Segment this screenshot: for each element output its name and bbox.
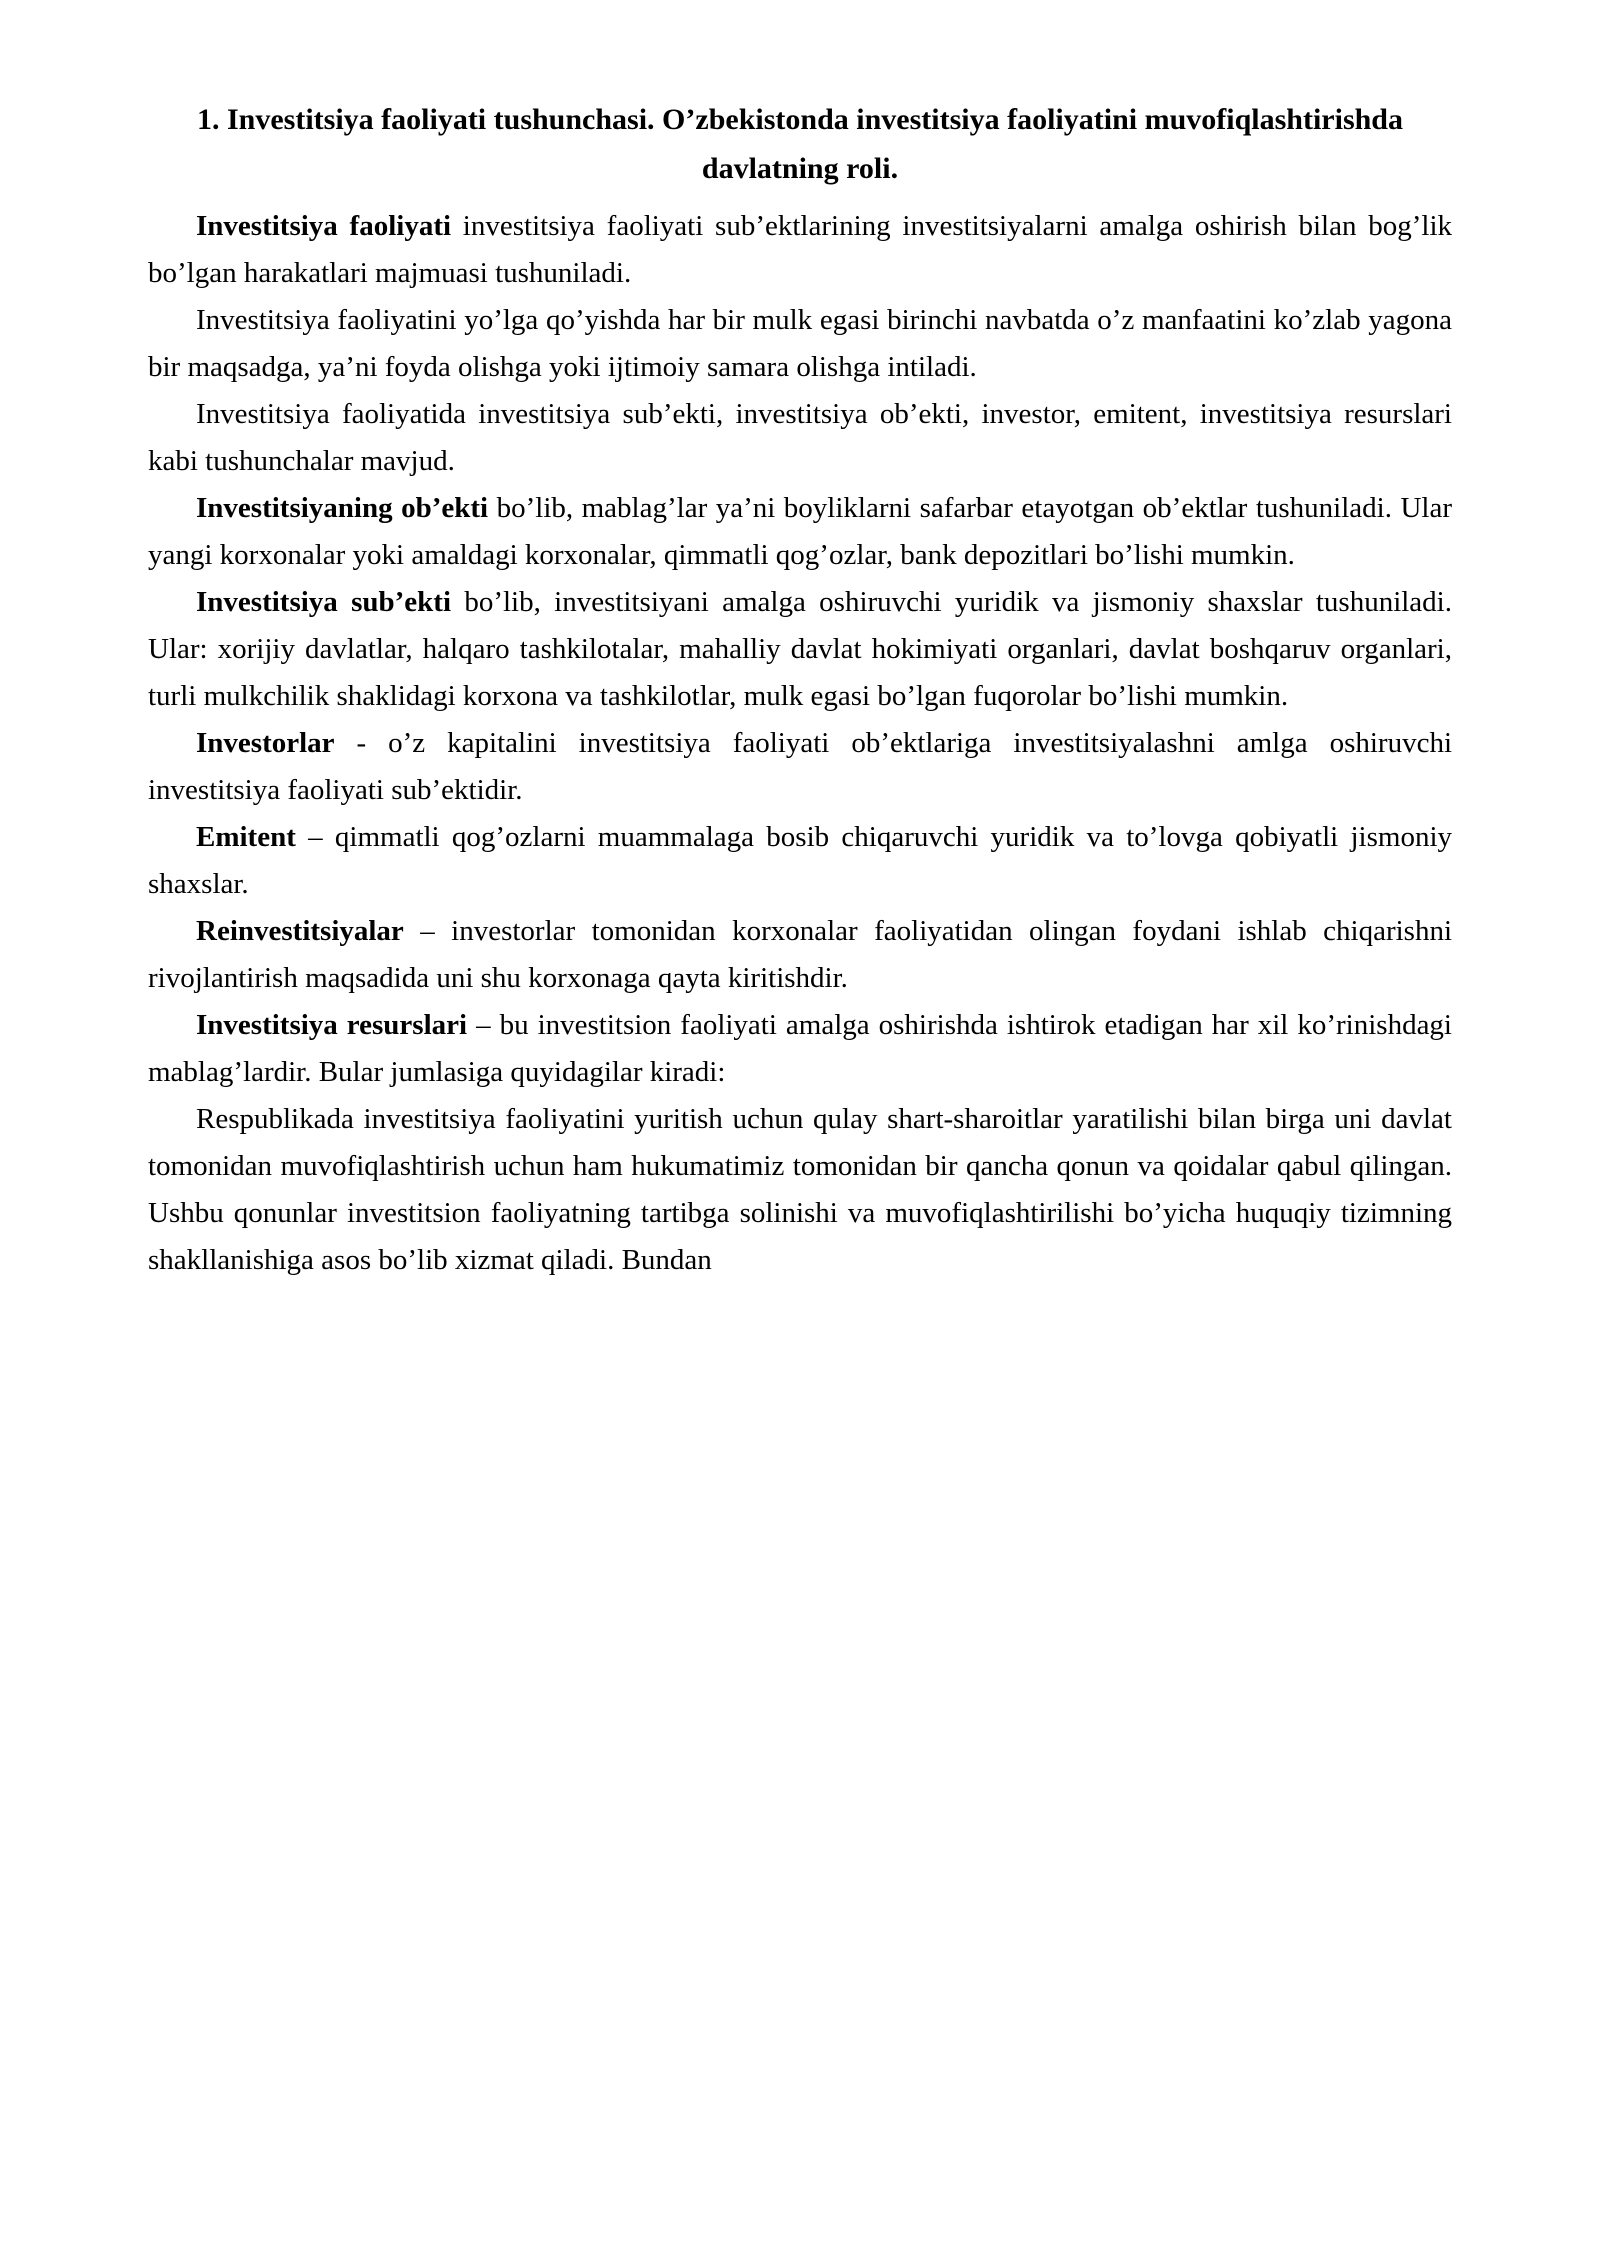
paragraph-4 [148,485,1452,579]
paragraph-2-text: Investitsiya faoliyatini yo’lga qo’yishda har bir mulk egasi birinchi navbatda o’z manfaatini ko’zlab yagona bir maqsadga, ya’ni foyda olishga yoki ijtimoiy samara olishga intiladi. [148,304,1452,384]
paragraph-5-text: bo’lib, investitsiyani amalga oshiruvchi yuridik va jismoniy shaxslar tushuniladi. Ular: xorijiy davlatlar, halqaro tashkilotalar, mahalliy davlat hokimiyati organlari, davlat boshqaruv organlari, turli mulkchilik shaklidagi korxona va tashkilotlar, mulk egasi bo’lgan fuqorolar bo’lishi mumkin. [148,585,1452,712]
paragraph-1 [148,203,1452,297]
page-title-line-2: muvofiqlashtirishda davlatning roli. [701,103,1403,185]
paragraph-10-text: Respublikada investitsiya faoliyatini yuritish uchun qulay shart-sharoitlar yaratilishi bilan birga uni davlat tomonidan muvofiqlashtirish uchun ham hukumatimiz tomonidan bir qancha qonun va qoidalar qabul qilingan. Ushbu qonunlar investitsion faoliyatning tartibga solinishi va muvofiqlashtirilishi bo’yicha huquqiy tizimning shakllanishiga asos bo’lib xizmat qiladi. Bundan [148,1102,1452,1276]
paragraph-10 [148,1096,1452,1284]
paragraph-6-lead: Investorlar [196,726,335,759]
paragraph-7-lead: Emitent [196,820,296,853]
paragraph-5-lead: Investitsiya sub’ekti [196,585,452,618]
paragraph-8 [148,908,1452,1002]
paragraph-4-lead: Investitsiyaning ob’ekti [196,492,489,524]
paragraph-8-text: – investorlar tomonidan korxonalar faoliyatidan olingan foydani ishlab chiqarishni rivojlantirish maqsadida uni shu korxonaga qayta kiritishdir. [148,914,1452,994]
paragraph-1-lead: Investitsiya faoliyati [196,210,452,243]
paragraph-7-text: – qimmatli qog’ozlarni muammalaga bosib chiqaruvchi yuridik va to’lovga qobiyatli jismoniy shaxslar. [148,820,1452,900]
paragraph-9 [148,1002,1452,1096]
paragraph-6 [148,720,1452,814]
paragraph-3 [148,391,1452,485]
paragraph-2 [148,297,1452,391]
paragraph-4-text: bo’lib, mablag’lar ya’ni boyliklarni safarbar etayotgan ob’ektlar tushuniladi. Ular yangi korxonalar yoki amaldagi korxonalar, qimmatli qog’ozlar, bank depozitlari bo’lishi mumkin. [148,492,1452,571]
paragraph-1-text: investitsiya faoliyati sub’ektlarining investitsiyalarni amalga oshirish bilan bog’lik bo’lgan harakatlari majmuasi tushuniladi. [148,210,1453,290]
paragraph-9-text: – bu investitsion faoliyati amalga oshirishda ishtirok etadigan har xil ko’rinishdagi mablag’lardir. Bular jumlasiga quyidagilar kiradi: [148,1008,1452,1088]
paragraph-3-text: Investitsiya faoliyatida investitsiya sub’ekti, investitsiya ob’ekti, investor, emitent, investitsiya resurslari kabi tushunchalar mavjud. [148,398,1452,478]
page-title [178,96,1422,193]
paragraph-7 [148,814,1452,908]
page-title-line-1: 1. Investitsiya faoliyati tushunchasi. O’zbekistonda investitsiya faoliyatini [196,103,1138,136]
paragraph-9-lead: Investitsiya resurslari [196,1008,468,1041]
paragraph-8-lead: Reinvestitsiyalar [196,914,404,947]
paragraph-6-text: - o’z kapitalini investitsiya faoliyati ob’ektlariga investitsiyalashni amlga oshiruvchi investitsiya faoliyati sub’ektidir. [148,726,1452,806]
paragraph-5 [148,579,1452,720]
